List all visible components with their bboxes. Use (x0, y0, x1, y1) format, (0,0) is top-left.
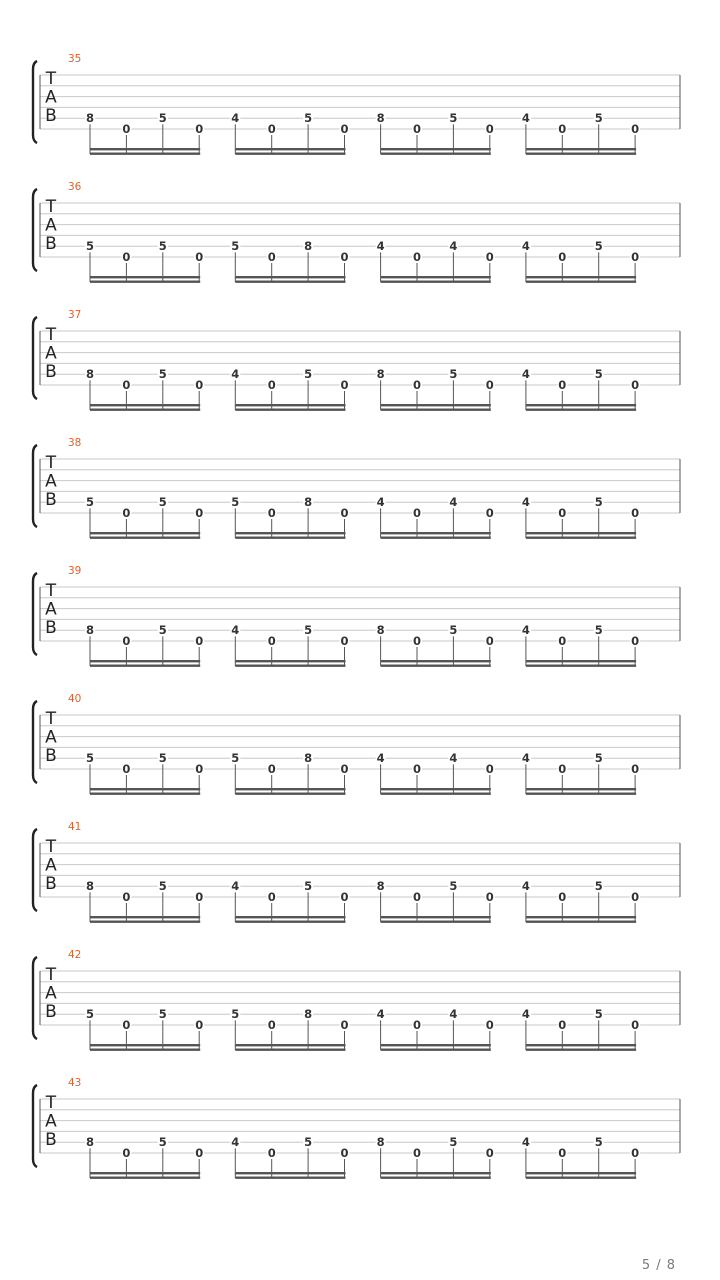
beam-primary (235, 1044, 345, 1046)
measure-number: 37 (68, 309, 82, 321)
fret-number: 0 (267, 1146, 276, 1160)
fret-number: 5 (304, 623, 313, 638)
tab-clef-t: T (45, 197, 57, 217)
fret-number: 5 (158, 751, 167, 766)
tab-clef-a: A (45, 599, 57, 620)
fret-number: 0 (195, 378, 204, 392)
fret-number: 0 (412, 1146, 422, 1160)
fret-number: 0 (340, 1146, 349, 1160)
fret-number: 5 (594, 367, 603, 382)
system-bracket (33, 445, 37, 527)
fret-number: 0 (267, 122, 276, 136)
fret-number: 4 (449, 751, 458, 766)
tab-clef-t: T (45, 837, 57, 857)
tab-clef-a: A (45, 343, 57, 364)
beam-secondary (381, 665, 491, 667)
beam-secondary (235, 665, 345, 667)
measure-number: 39 (68, 565, 82, 577)
fret-number: 4 (376, 751, 385, 766)
measure-number: 40 (68, 693, 82, 705)
fret-number: 0 (267, 890, 276, 904)
beam-primary (381, 148, 491, 150)
fret-number: 0 (412, 250, 422, 264)
tab-clef-b: B (45, 1130, 57, 1151)
beam-secondary (235, 921, 345, 923)
fret-number: 8 (376, 623, 385, 638)
fret-number: 5 (594, 879, 603, 894)
beam-secondary (381, 537, 491, 539)
fret-number: 8 (304, 1007, 313, 1022)
beam-primary (235, 660, 345, 662)
fret-number: 0 (631, 122, 640, 136)
beam-primary (381, 1044, 491, 1046)
fret-number: 0 (485, 1018, 494, 1032)
beam-primary (526, 916, 636, 918)
page-number: 5 / 8 (641, 1258, 676, 1273)
tab-clef-a: A (45, 471, 57, 492)
tab-clef-b: B (45, 234, 57, 255)
fret-number: 4 (231, 111, 240, 126)
fret-number: 0 (267, 634, 276, 648)
beam-primary (381, 916, 491, 918)
fret-number: 8 (85, 879, 95, 894)
beam-secondary (235, 1177, 345, 1179)
tab-clef-t: T (45, 69, 57, 89)
fret-number: 5 (231, 495, 240, 510)
beam-primary (90, 788, 200, 790)
beam-secondary (90, 793, 200, 795)
beam-secondary (235, 1049, 345, 1051)
fret-number: 0 (195, 122, 204, 136)
fret-number: 0 (412, 762, 422, 776)
beam-primary (235, 1172, 345, 1174)
fret-number: 0 (340, 1018, 349, 1032)
tab-clef-a: A (45, 855, 57, 876)
fret-number: 5 (449, 111, 458, 126)
beam-secondary (526, 281, 636, 283)
beam-primary (90, 1172, 200, 1174)
fret-number: 0 (122, 762, 131, 776)
fret-number: 0 (412, 506, 422, 520)
fret-number: 0 (340, 634, 349, 648)
system-bracket (33, 317, 37, 399)
fret-number: 5 (158, 111, 167, 126)
fret-number: 5 (85, 751, 95, 766)
fret-number: 5 (304, 367, 313, 382)
fret-number: 8 (85, 623, 95, 638)
fret-number: 5 (158, 879, 167, 894)
fret-number: 5 (304, 879, 313, 894)
fret-number: 4 (521, 879, 530, 894)
beam-secondary (381, 921, 491, 923)
fret-number: 0 (558, 250, 567, 264)
fret-number: 5 (449, 1135, 458, 1150)
system-bracket (33, 829, 37, 911)
fret-number: 0 (122, 634, 131, 648)
measure-number: 43 (68, 1077, 82, 1089)
fret-number: 0 (122, 890, 131, 904)
beam-primary (526, 148, 636, 150)
fret-number: 5 (449, 367, 458, 382)
beam-primary (381, 404, 491, 406)
fret-number: 4 (521, 111, 530, 126)
beam-secondary (526, 921, 636, 923)
tab-clef-b: B (45, 1002, 57, 1023)
beam-primary (90, 1044, 200, 1046)
fret-number: 4 (521, 239, 530, 254)
measure-number: 41 (68, 821, 82, 833)
fret-number: 5 (594, 495, 603, 510)
beam-secondary (526, 665, 636, 667)
fret-number: 0 (195, 506, 204, 520)
beam-secondary (90, 1049, 200, 1051)
fret-number: 4 (521, 751, 530, 766)
fret-number: 0 (558, 506, 567, 520)
beam-primary (526, 532, 636, 534)
beam-primary (381, 532, 491, 534)
fret-number: 0 (267, 1018, 276, 1032)
beam-primary (526, 1044, 636, 1046)
beam-primary (90, 532, 200, 534)
fret-number: 5 (231, 239, 240, 254)
beam-primary (235, 788, 345, 790)
fret-number: 0 (631, 634, 640, 648)
fret-number: 0 (485, 762, 494, 776)
fret-number: 5 (231, 1007, 240, 1022)
beam-secondary (235, 153, 345, 155)
fret-number: 0 (631, 1146, 640, 1160)
fret-number: 0 (122, 378, 131, 392)
fret-number: 5 (158, 623, 167, 638)
fret-number: 0 (412, 1018, 422, 1032)
fret-number: 0 (267, 506, 276, 520)
beam-primary (526, 276, 636, 278)
beam-secondary (526, 1049, 636, 1051)
beam-primary (526, 660, 636, 662)
fret-number: 0 (485, 378, 494, 392)
beam-secondary (381, 409, 491, 411)
fret-number: 0 (485, 890, 494, 904)
fret-number: 0 (412, 378, 422, 392)
beam-primary (90, 276, 200, 278)
fret-number: 4 (521, 367, 530, 382)
fret-number: 0 (267, 250, 276, 264)
fret-number: 0 (558, 1018, 567, 1032)
fret-number: 5 (304, 111, 313, 126)
fret-number: 5 (158, 1007, 167, 1022)
fret-number: 0 (267, 762, 276, 776)
fret-number: 8 (376, 1135, 385, 1150)
fret-number: 0 (122, 506, 131, 520)
fret-number: 0 (631, 1018, 640, 1032)
fret-number: 5 (594, 111, 603, 126)
tab-clef-t: T (45, 325, 57, 345)
fret-number: 0 (485, 122, 494, 136)
beam-primary (381, 276, 491, 278)
system-bracket (33, 573, 37, 655)
tab-clef-t: T (45, 965, 57, 985)
fret-number: 4 (521, 495, 530, 510)
fret-number: 4 (449, 495, 458, 510)
beam-secondary (235, 281, 345, 283)
beam-primary (235, 916, 345, 918)
beam-secondary (90, 921, 200, 923)
beam-secondary (235, 537, 345, 539)
fret-number: 8 (304, 495, 313, 510)
fret-number: 4 (376, 239, 385, 254)
fret-number: 4 (231, 879, 240, 894)
fret-number: 5 (594, 623, 603, 638)
fret-number: 0 (485, 506, 494, 520)
fret-number: 0 (195, 890, 204, 904)
beam-primary (90, 148, 200, 150)
system-bracket (33, 701, 37, 783)
fret-number: 8 (376, 367, 385, 382)
system-bracket (33, 957, 37, 1039)
beam-secondary (381, 1049, 491, 1051)
fret-number: 4 (449, 239, 458, 254)
fret-number: 0 (631, 890, 640, 904)
fret-number: 0 (340, 122, 349, 136)
fret-number: 0 (412, 890, 422, 904)
fret-number: 0 (631, 250, 640, 264)
fret-number: 0 (340, 378, 349, 392)
fret-number: 0 (558, 762, 567, 776)
tab-clef-a: A (45, 87, 57, 108)
beam-secondary (90, 537, 200, 539)
fret-number: 4 (376, 495, 385, 510)
tab-clef-b: B (45, 106, 57, 127)
fret-number: 5 (85, 239, 95, 254)
beam-primary (235, 404, 345, 406)
beam-secondary (90, 281, 200, 283)
fret-number: 5 (85, 1007, 95, 1022)
fret-number: 0 (122, 250, 131, 264)
fret-number: 5 (449, 623, 458, 638)
tab-clef-t: T (45, 709, 57, 729)
beam-secondary (90, 409, 200, 411)
fret-number: 0 (195, 762, 204, 776)
fret-number: 0 (340, 506, 349, 520)
fret-number: 0 (195, 1018, 204, 1032)
fret-number: 0 (631, 378, 640, 392)
fret-number: 5 (594, 1007, 603, 1022)
tab-clef-a: A (45, 1111, 57, 1132)
fret-number: 0 (340, 890, 349, 904)
measure-number: 38 (68, 437, 82, 449)
fret-number: 0 (122, 122, 131, 136)
beam-secondary (526, 537, 636, 539)
fret-number: 4 (521, 1135, 530, 1150)
fret-number: 5 (158, 1135, 167, 1150)
fret-number: 8 (85, 111, 95, 126)
fret-number: 8 (304, 239, 313, 254)
fret-number: 0 (558, 378, 567, 392)
beam-secondary (526, 1177, 636, 1179)
tab-clef-t: T (45, 581, 57, 601)
tab-clef-t: T (45, 1093, 57, 1113)
fret-number: 5 (85, 495, 95, 510)
tab-clef-b: B (45, 746, 57, 767)
beam-secondary (526, 793, 636, 795)
fret-number: 0 (412, 122, 422, 136)
tab-clef-t: T (45, 453, 57, 473)
beam-primary (90, 660, 200, 662)
tab-clef-b: B (45, 490, 57, 511)
beam-secondary (381, 1177, 491, 1179)
fret-number: 0 (412, 634, 422, 648)
beam-primary (381, 660, 491, 662)
beam-primary (90, 916, 200, 918)
fret-number: 8 (376, 879, 385, 894)
beam-secondary (235, 409, 345, 411)
beam-secondary (90, 665, 200, 667)
measure-number: 42 (68, 949, 82, 961)
beam-secondary (526, 153, 636, 155)
fret-number: 5 (231, 751, 240, 766)
fret-number: 4 (521, 623, 530, 638)
fret-number: 5 (304, 1135, 313, 1150)
fret-number: 0 (631, 506, 640, 520)
fret-number: 4 (449, 1007, 458, 1022)
beam-secondary (381, 153, 491, 155)
system-bracket (33, 61, 37, 143)
beam-secondary (90, 1177, 200, 1179)
fret-number: 5 (449, 879, 458, 894)
fret-number: 5 (158, 495, 167, 510)
fret-number: 5 (158, 239, 167, 254)
beam-primary (90, 404, 200, 406)
fret-number: 5 (594, 751, 603, 766)
fret-number: 0 (195, 1146, 204, 1160)
fret-number: 0 (558, 634, 567, 648)
beam-secondary (526, 409, 636, 411)
fret-number: 0 (340, 762, 349, 776)
tab-clef-a: A (45, 983, 57, 1004)
fret-number: 0 (558, 890, 567, 904)
beam-secondary (235, 793, 345, 795)
fret-number: 0 (485, 250, 494, 264)
fret-number: 0 (558, 1146, 567, 1160)
fret-number: 5 (594, 239, 603, 254)
fret-number: 8 (85, 367, 95, 382)
beam-secondary (381, 793, 491, 795)
fret-number: 5 (594, 1135, 603, 1150)
fret-number: 0 (122, 1018, 131, 1032)
beam-primary (526, 1172, 636, 1174)
beam-primary (235, 148, 345, 150)
fret-number: 4 (521, 1007, 530, 1022)
tab-clef-b: B (45, 618, 57, 639)
beam-primary (235, 276, 345, 278)
system-bracket (33, 1085, 37, 1167)
fret-number: 4 (231, 1135, 240, 1150)
tab-clef-a: A (45, 215, 57, 236)
fret-number: 0 (485, 634, 494, 648)
fret-number: 8 (376, 111, 385, 126)
fret-number: 0 (195, 634, 204, 648)
fret-number: 4 (231, 367, 240, 382)
system-bracket (33, 189, 37, 271)
fret-number: 8 (304, 751, 313, 766)
beam-primary (381, 788, 491, 790)
fret-number: 4 (376, 1007, 385, 1022)
beam-primary (381, 1172, 491, 1174)
fret-number: 0 (122, 1146, 131, 1160)
fret-number: 0 (340, 250, 349, 264)
fret-number: 0 (485, 1146, 494, 1160)
fret-number: 4 (231, 623, 240, 638)
fret-number: 0 (558, 122, 567, 136)
beam-secondary (90, 153, 200, 155)
measure-number: 35 (68, 53, 82, 65)
beam-primary (526, 788, 636, 790)
fret-number: 8 (85, 1135, 95, 1150)
fret-number: 5 (158, 367, 167, 382)
beam-secondary (381, 281, 491, 283)
tab-clef-b: B (45, 362, 57, 383)
beam-primary (235, 532, 345, 534)
fret-number: 0 (195, 250, 204, 264)
beam-primary (526, 404, 636, 406)
fret-number: 0 (267, 378, 276, 392)
fret-number: 0 (631, 762, 640, 776)
tab-clef-b: B (45, 874, 57, 895)
tab-clef-a: A (45, 727, 57, 748)
measure-number: 36 (68, 181, 82, 193)
